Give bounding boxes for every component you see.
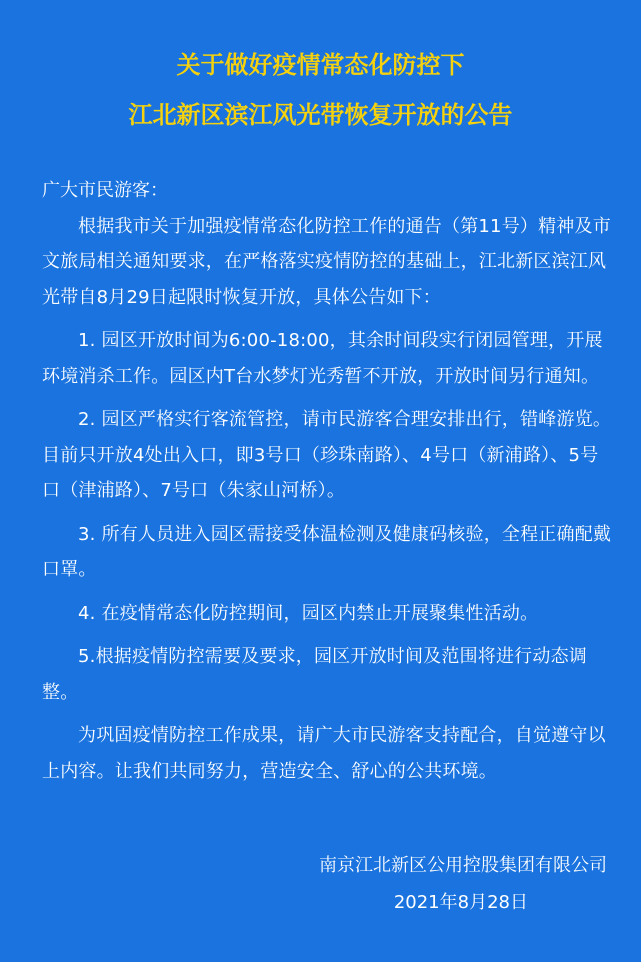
paragraph-item-4: 4. 在疫情常态化防控期间，园区内禁止开展聚集性活动。 xyxy=(78,602,539,624)
paragraph-item-1: 1. 园区开放时间为6:00-18:00，其余时间段实行闭园管理，开展环境消杀工作。园区内T台水梦灯光秀暂不开放，开放时间另行通知。 xyxy=(42,330,603,387)
paragraph-item-5: 5.根据疫情防控需要及要求，园区开放时间及范围将进行动态调整。 xyxy=(42,646,587,703)
announcement-title-line-2: 江北新区滨江风光带恢复开放的公告 xyxy=(128,101,513,129)
salutation: 广大市民游客： xyxy=(42,180,168,201)
paragraph-closing: 为巩固疫情防控工作成果，请广大市民游客支持配合，自觉遵守以上内容。让我们共同努力，营造安全、舒心的公共环境。 xyxy=(42,725,606,782)
paragraph-item-3: 3. 所有人员进入园区需接受体温检测及健康码核验，全程正确配戴口罩。 xyxy=(42,523,612,580)
signature-organization: 南京江北新区公用控股集团有限公司 xyxy=(319,855,607,876)
announcement-title-line-1: 关于做好疫情常态化防控下 xyxy=(176,51,465,79)
announcement-body xyxy=(42,173,612,797)
paragraph-item-2: 2. 园区严格实行客流管控，请市民游客合理安排出行，错峰游览。目前只开放4处出入口，即3号口（珍珠南路）、4号口（新浦路）、5号口（津浦路）、7号口（朱家山河桥）。 xyxy=(42,409,612,501)
paragraph-intro: 根据我市关于加强疫情常态化防控工作的通告（第11号）精神及市文旅局相关通知要求，在严格落实疫情防控的基础上，江北新区滨江风光带自8月29日起限时恢复开放，具体公告如下： xyxy=(42,215,611,308)
signature-date: 2021年8月28日 xyxy=(393,892,528,913)
